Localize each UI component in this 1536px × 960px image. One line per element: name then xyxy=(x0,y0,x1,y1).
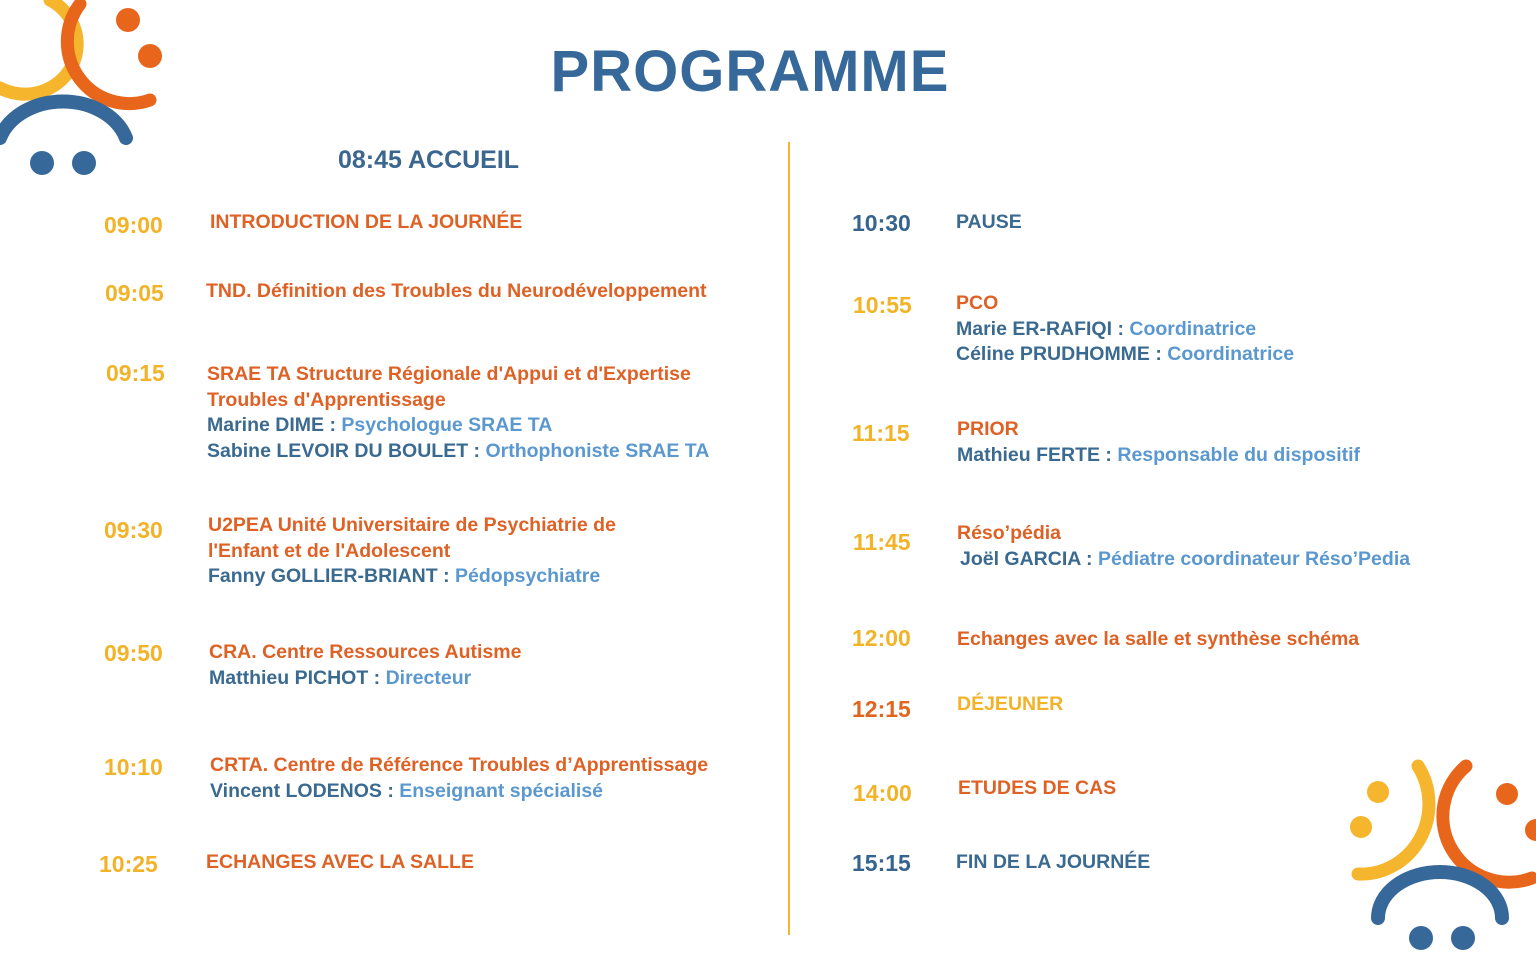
separator: : xyxy=(1100,443,1118,466)
logo-bottom-right xyxy=(1340,750,1536,960)
separator: : xyxy=(1149,343,1168,365)
separator: : xyxy=(1112,317,1130,340)
time-label: 12:15 xyxy=(852,696,911,722)
separator: : xyxy=(1080,547,1098,570)
speaker-role: Coordinatrice xyxy=(1167,343,1295,365)
session-title: Troubles d'Apprentissage xyxy=(207,388,446,411)
session-title: Echanges avec la salle et synthèse schéma xyxy=(957,628,1360,650)
session-title: PCO xyxy=(956,292,999,314)
speaker-line xyxy=(956,342,1294,368)
session-block xyxy=(957,521,1410,572)
accueil-heading: 08:45 ACCUEIL xyxy=(338,146,520,174)
speaker-role: Directeur xyxy=(385,666,472,689)
session-block xyxy=(208,513,616,590)
speaker-line xyxy=(207,439,709,465)
speaker-name: Sabine LEVOIR DU BOULET xyxy=(207,439,469,462)
session-block xyxy=(210,753,708,804)
speaker-name: Céline PRUDHOMME xyxy=(956,343,1150,365)
separator: : xyxy=(468,439,486,462)
time-label: 10:55 xyxy=(853,292,912,318)
time-label: 11:45 xyxy=(853,529,911,555)
speaker-role: Orthophoniste SRAE TA xyxy=(485,439,710,462)
speaker-role: Enseignant spécialisé xyxy=(399,779,604,802)
session-title: ECHANGES AVEC LA SALLE xyxy=(206,851,474,873)
time-label: 11:15 xyxy=(852,420,910,446)
session-block xyxy=(956,291,1294,368)
session-title: INTRODUCTION DE LA JOURNÉE xyxy=(210,211,523,233)
page-title: PROGRAMME xyxy=(550,39,950,104)
speaker-line xyxy=(209,666,521,692)
separator: : xyxy=(324,414,342,436)
session-title: CRA. Centre Ressources Autisme xyxy=(209,641,522,663)
speaker-line xyxy=(956,317,1294,343)
speaker-line xyxy=(207,413,709,439)
speaker-role: Psychologue SRAE TA xyxy=(341,414,553,436)
speaker-name: Marie ER-RAFIQI xyxy=(956,317,1113,340)
time-label: 15:15 xyxy=(852,850,911,876)
session-title: l'Enfant et de l'Adolescent xyxy=(208,539,451,562)
speaker-name: Mathieu FERTE xyxy=(957,443,1101,466)
speaker-name: Marine DIME xyxy=(207,414,325,436)
session-block xyxy=(207,362,709,464)
session-title: FIN DE LA JOURNÉE xyxy=(956,851,1151,873)
session-block xyxy=(209,640,521,691)
session-title: TND. Définition des Troubles du Neurodéveloppement xyxy=(206,280,707,302)
speaker-name: Joël GARCIA xyxy=(960,547,1081,570)
session-block xyxy=(957,417,1360,468)
speaker-name: Vincent LODENOS xyxy=(210,779,382,802)
time-label: 10:10 xyxy=(104,754,163,780)
session-title: U2PEA Unité Universitaire de Psychiatrie de xyxy=(208,514,616,536)
column-divider xyxy=(788,142,790,935)
session-title: DÉJEUNER xyxy=(957,693,1064,715)
separator: : xyxy=(381,779,400,802)
time-label: 09:15 xyxy=(106,360,165,386)
session-title: PAUSE xyxy=(956,211,1022,233)
separator: : xyxy=(437,565,456,587)
speaker-line xyxy=(210,779,708,805)
speaker-name: Matthieu PICHOT xyxy=(209,666,369,689)
session-title: PRIOR xyxy=(957,418,1019,440)
speaker-role: Pédiatre coordinateur Réso’Pedia xyxy=(1097,547,1411,570)
speaker-role: Responsable du dispositif xyxy=(1117,443,1361,466)
session-title: SRAE TA Structure Régionale d'Appui et d'Expertise xyxy=(207,363,691,385)
speaker-line xyxy=(957,547,1410,573)
speaker-name: Fanny GOLLIER-BRIANT xyxy=(208,565,438,587)
separator: : xyxy=(368,666,386,689)
session-title: Réso’pédia xyxy=(957,522,1062,544)
speaker-role: Pédopsychiatre xyxy=(455,565,601,587)
speaker-line xyxy=(957,443,1360,469)
time-label: 14:00 xyxy=(853,780,912,806)
time-label: 09:30 xyxy=(104,517,163,543)
speaker-role: Coordinatrice xyxy=(1129,317,1257,340)
time-label: 09:50 xyxy=(104,640,163,666)
session-title: CRTA. Centre de Référence Troubles d’Apprentissage xyxy=(210,754,709,776)
time-label: 10:30 xyxy=(852,210,911,236)
time-label: 09:00 xyxy=(104,212,163,238)
session-title: ETUDES DE CAS xyxy=(958,777,1117,799)
time-label: 12:00 xyxy=(852,625,911,651)
time-label: 10:25 xyxy=(99,851,158,877)
speaker-line xyxy=(208,564,616,590)
time-label: 09:05 xyxy=(105,280,164,306)
